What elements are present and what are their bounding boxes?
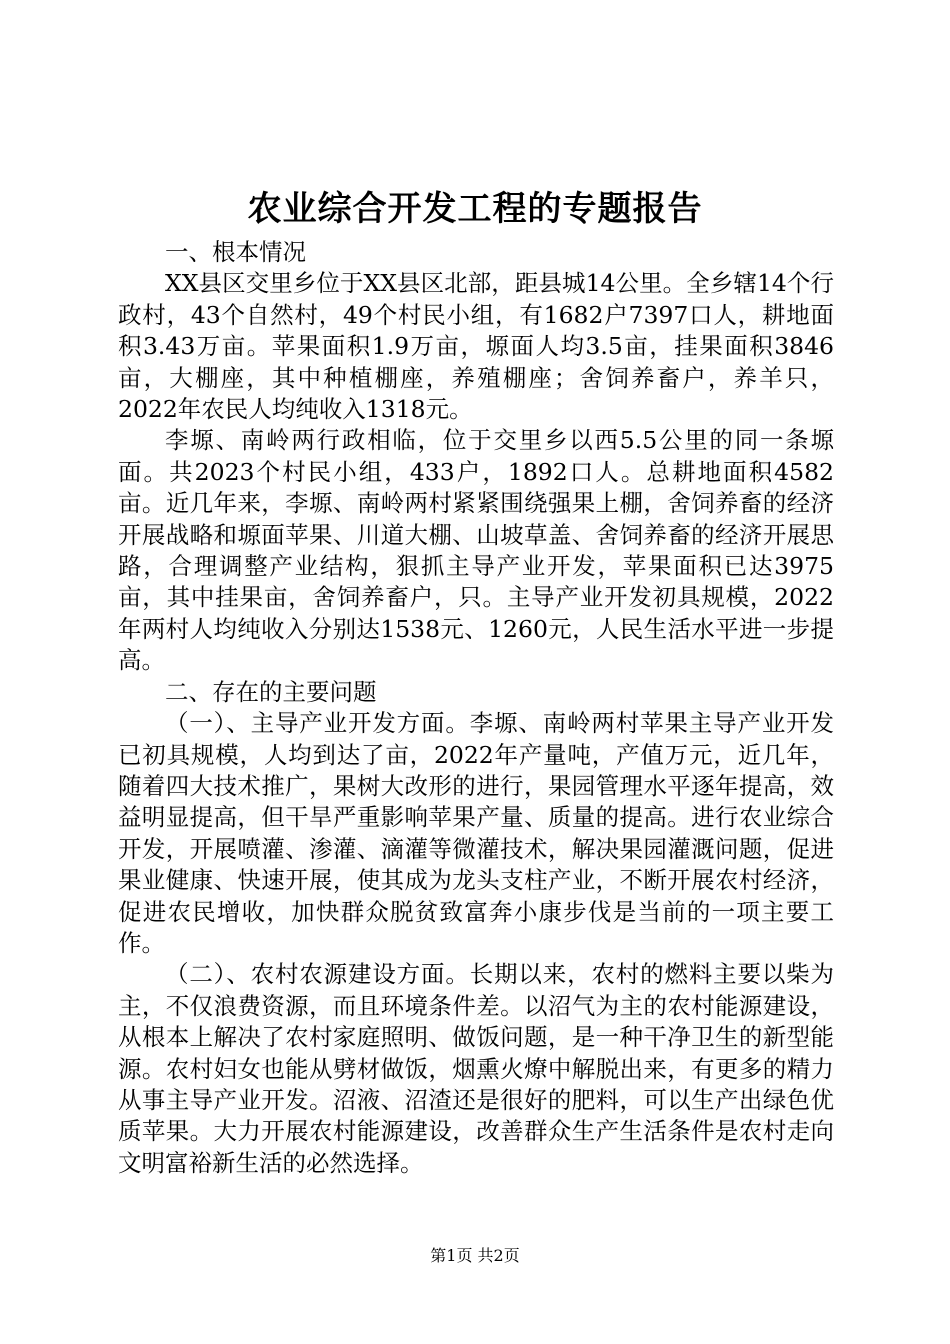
document-body: [118, 237, 834, 1179]
document-title: 农业综合开发工程的专题报告: [247, 189, 703, 229]
paragraph-energy-construction: （二）、农村农源建设方面。长期以来，农村的燃料主要以柴为主，不仅浪费资源，而且环境条件差。以沼气为主的农村能源建设，从根本上解决了农村家庭照明、做饭问题，是一种干净卫生的新型能源。农村妇女也能从劈材做饭，烟熏火燎中解脱出来，有更多的精力从事主导产业开发。沼液、沼渣还是很好的肥料，可以生产出绿色优质苹果。大力开展农村能源建设，改善群众生产生活条件是农村走向文明富裕新生活的必然选择。: [118, 960, 834, 1177]
paragraph-village-overview: 李塬、南岭两行政相临，位于交里乡以西5.5公里的同一条塬面。共2023个村民小组，433户，1892口人。总耕地面积4582亩。近几年来，李塬、南岭两村紧紧围绕强果上棚，舍饲养畜的经济开展战略和塬面苹果、川道大棚、山坡草盖、舍饲养畜的经济开展思路，合理调整产业结构，狠抓主导产业开发，苹果面积已达3975亩，其中挂果亩，舍饲养畜户，只。主导产业开发初具规模，2022年两村人均纯收入分别达1538元、1260元，人民生活水平进一步提高。: [118, 426, 834, 675]
paragraph-industry-development: （一）、主导产业开发方面。李塬、南岭两村苹果主导产业开发已初具规模，人均到达了亩，2022年产量吨，产值万元，近几年，随着四大技术推广，果树大改形的进行，果园管理水平逐年提高，效益明显提高，但干旱严重影响苹果产量、质量的提高。进行农业综合开发，开展喷灌、渗灌、滴灌等微灌技术，解决果园灌溉问题，促进果业健康、快速开展，使其成为龙头支柱产业，不断开展农村经济，促进农民增收，加快群众脱贫致富奔小康步伐是当前的一项主要工作。: [118, 709, 834, 957]
section-heading-main-problems: 二、存在的主要问题: [165, 677, 377, 706]
page-footer: 第1页 共2页: [430, 1246, 520, 1265]
paragraph-township-overview: XX县区交里乡位于XX县区北部，距县城14公里。全乡辖14个行政村，43个自然村，49个村民小组，有1682户7397口人，耕地面积3.43万亩。苹果面积1.9万亩，塬面人均3.5亩，挂果面积3846亩，大棚座，其中种植棚座，养殖棚座；舍饲养畜户，养羊只，2022年农民人均纯收入1318元。: [118, 269, 834, 424]
section-heading-basic-situation: 一、根本情况: [165, 238, 306, 266]
